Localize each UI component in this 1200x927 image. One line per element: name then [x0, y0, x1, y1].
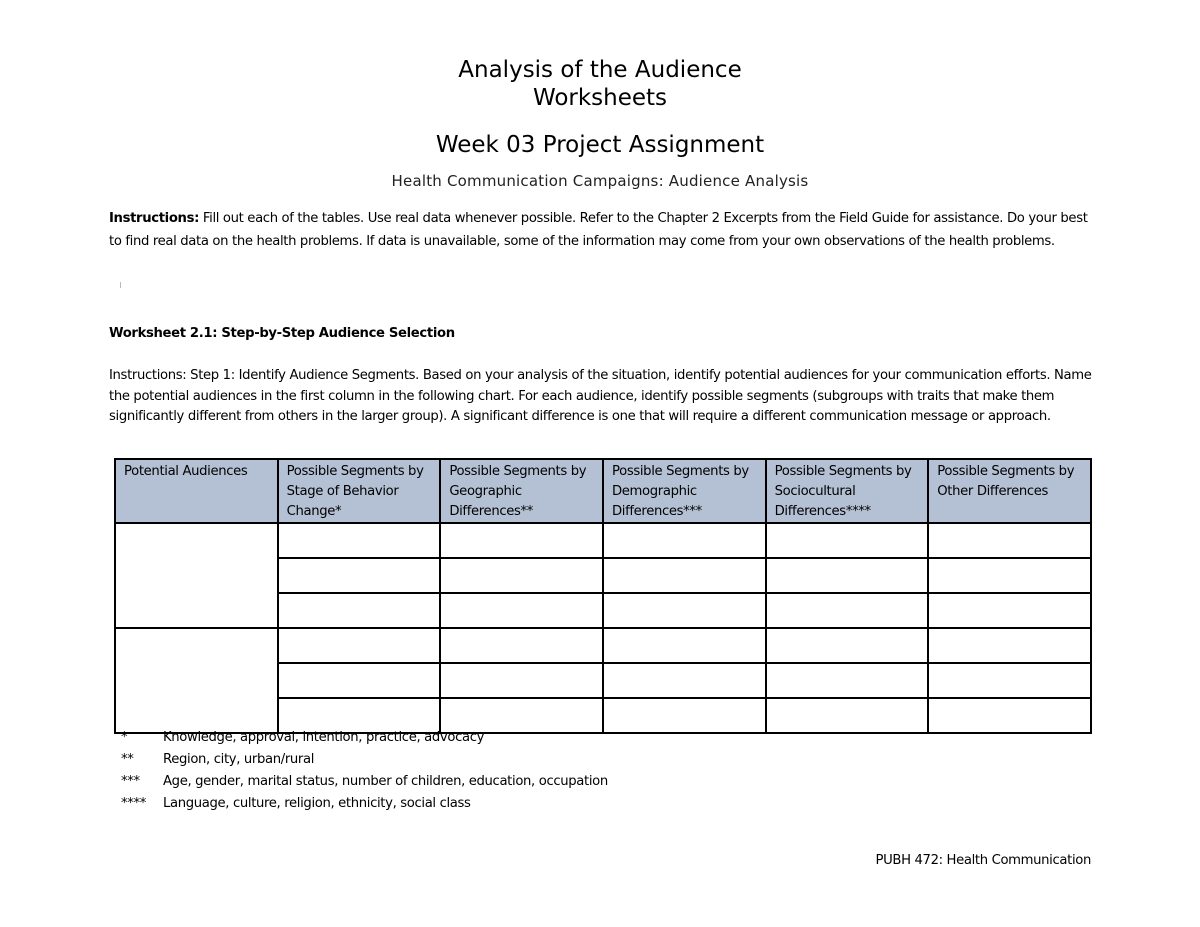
instructions-text: Fill out each of the tables. Use real data whenever possible. Refer to the Chapter 2 Excerpts from the Field Guide for assistance. Do your best to find real data on the health problems. If data is unavailable, some of the information may come from your own observations of the health problems. [109, 211, 1088, 249]
table-cell[interactable] [766, 628, 929, 663]
document-subtitle: Health Communication Campaigns: Audience Analysis [391, 172, 809, 190]
table-row [115, 628, 1091, 663]
assignment-title: Week 03 Project Assignment [435, 132, 765, 158]
footnote-text: Knowledge, approval, intention, practice, advocacy [163, 730, 485, 745]
header-geographic: Possible Segments by Geographic Differences** [440, 459, 603, 523]
footnote-mark: * [121, 730, 128, 745]
document-title-line1: Analysis of the Audience [458, 57, 742, 83]
footnote [121, 749, 608, 771]
table-cell[interactable] [766, 698, 929, 733]
header-behavior-change: Possible Segments by Stage of Behavior Change* [278, 459, 441, 523]
footnote-text: Language, culture, religion, ethnicity, social class [163, 796, 471, 811]
general-instructions [109, 207, 1099, 253]
audience-cell[interactable] [115, 628, 278, 733]
footnote-mark: ** [121, 752, 134, 767]
page-footer: PUBH 472: Health Communication [875, 853, 1091, 868]
worksheet-instructions: Instructions: Step 1: Identify Audience Segments. Based on your analysis of the situation, identify potential audiences for your communication efforts. Name the potential audiences in the first column in the following chart. For each audience, identify possible segments (subgroups with traits that make them significantly different from others in the larger group). A significant difference is one that will require a different communication message or approach. [109, 368, 1092, 424]
table-cell[interactable] [278, 558, 441, 593]
instructions-label: Instructions: [109, 211, 200, 226]
table-cell[interactable] [766, 558, 929, 593]
footnote-text: Age, gender, marital status, number of children, education, occupation [163, 774, 608, 789]
table-cell[interactable] [603, 628, 766, 663]
table-cell[interactable] [928, 558, 1091, 593]
header-potential-audiences: Potential Audiences [115, 459, 278, 523]
audience-segments-table [114, 458, 1092, 734]
table-cell[interactable] [766, 523, 929, 558]
header-sociocultural: Possible Segments by Sociocultural Differences**** [766, 459, 929, 523]
header-demographic: Possible Segments by Demographic Differences*** [603, 459, 766, 523]
table-cell[interactable] [440, 593, 603, 628]
table-cell[interactable] [440, 523, 603, 558]
footnote [121, 793, 608, 815]
footnote-mark: *** [121, 774, 140, 789]
table-cell[interactable] [766, 593, 929, 628]
audience-cell[interactable] [115, 523, 278, 628]
footnote [121, 727, 608, 749]
header-other: Possible Segments by Other Differences [928, 459, 1091, 523]
table-cell[interactable] [603, 593, 766, 628]
table-cell[interactable] [928, 663, 1091, 698]
footnote [121, 771, 608, 793]
document-title-line2: Worksheets [532, 85, 668, 111]
footnote-text: Region, city, urban/rural [163, 752, 315, 767]
stray-mark [120, 282, 121, 288]
table-cell[interactable] [278, 593, 441, 628]
table-row [115, 523, 1091, 558]
table-cell[interactable] [928, 523, 1091, 558]
table-cell[interactable] [440, 628, 603, 663]
table-cell[interactable] [766, 663, 929, 698]
footnote-mark: **** [121, 796, 146, 811]
table-cell[interactable] [928, 698, 1091, 733]
table-cell[interactable] [440, 663, 603, 698]
table-cell[interactable] [928, 593, 1091, 628]
table-header-row [115, 459, 1091, 523]
table-cell[interactable] [603, 558, 766, 593]
table-cell[interactable] [603, 523, 766, 558]
worksheet-heading: Worksheet 2.1: Step-by-Step Audience Selection [109, 326, 455, 341]
table-cell[interactable] [278, 523, 441, 558]
table-cell[interactable] [278, 628, 441, 663]
table-cell[interactable] [278, 663, 441, 698]
table-cell[interactable] [603, 663, 766, 698]
table-cell[interactable] [440, 558, 603, 593]
footnotes [121, 727, 608, 815]
table-cell[interactable] [928, 628, 1091, 663]
table-cell[interactable] [603, 698, 766, 733]
